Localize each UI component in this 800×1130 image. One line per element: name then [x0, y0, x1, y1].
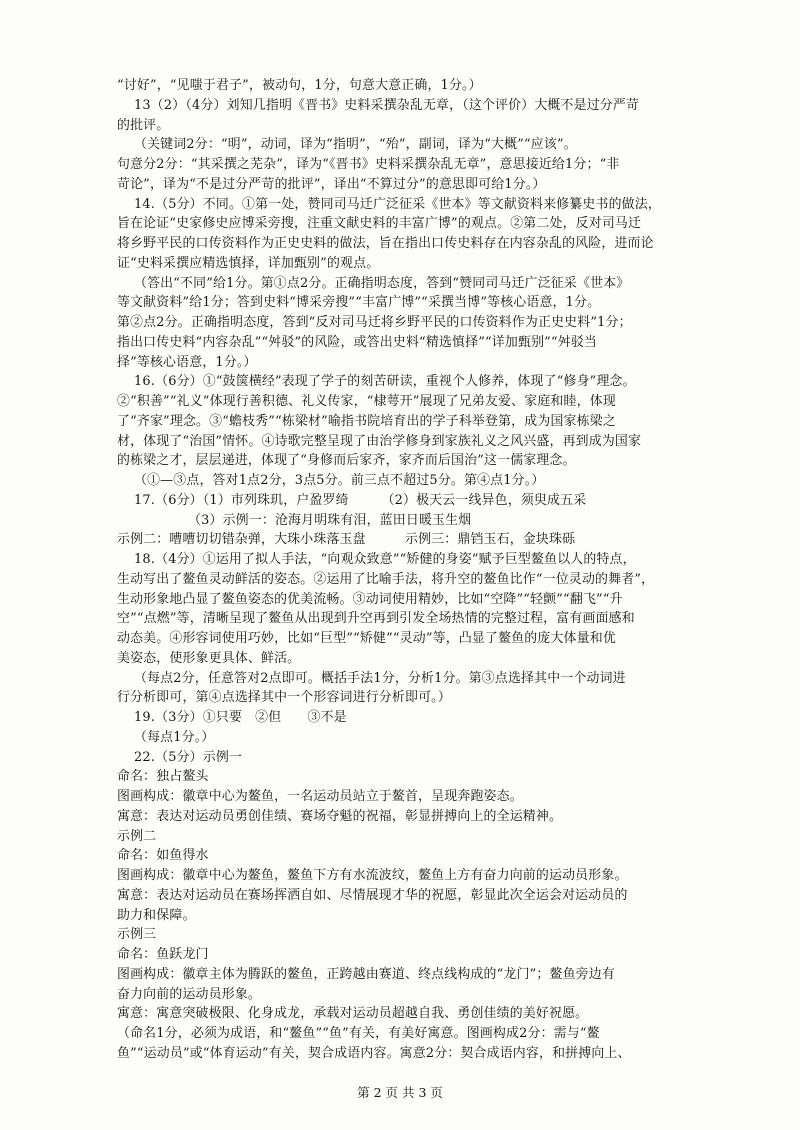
page-number-footer: 第 2 页 共 3 页 [357, 1085, 443, 1100]
text-line: 示例二 [117, 829, 157, 844]
text-line: “讨好”，“见嗤于君子”，被动句，1分，句意大意正确，1分。） [117, 78, 482, 93]
text-line: （①—③点，答对1点2分，3点5分。前三点不超过5分。第④点1分。） [134, 473, 545, 488]
text-line: 了“齐家”理念。③“蟾枝秀”“栋梁材”喻指书院培育出的学子科举登第，成为国家栋梁之 [117, 414, 616, 429]
text-line: 助力和保障。 [117, 908, 196, 923]
text-line: 示例二：嘈嘈切切错杂弹，大珠小珠落玉盘 示例三：鼎铛玉石，金块珠砾 [117, 532, 576, 547]
text-line: 16.（6分）①“鼓箧横经”表现了学子的刻苦研读，重视个人修养，体现了“修身”理念。 [134, 374, 636, 389]
text-line: 寓意：表达对运动员勇创佳绩、赛场夺魁的祝福，彰显拼搏向上的全运精神。 [117, 809, 563, 824]
text-line: 14.（5分）不同。①第一处，赞同司马迁广泛征采《世本》等文献资料来修纂史书的做法， [134, 197, 661, 212]
text-line: 动态美。④形容词使用巧妙，比如“巨型”“矫健”“灵动”等，凸显了鳌鱼的庞大体量和优 [117, 631, 616, 646]
text-line: （3）示例一：沧海月明珠有泪，蓝田日暖玉生烟 [188, 513, 472, 528]
text-line: 生动形象地凸显了鳌鱼姿态的优美流畅。③动词使用精妙，比如“空降”“轻颤”“翻飞”“升 [117, 592, 623, 607]
text-line: （关键词2分：“明”，动词，译为“指明”，“殆”，副词，译为“大概”“应该”。 [134, 137, 577, 152]
text-line: 奋力向前的运动员形象。 [117, 987, 261, 1002]
text-line: 空”“点燃”等，清晰呈现了鳌鱼从出现到升空再到引发全场热情的完整过程，富有画面感和 [117, 611, 635, 626]
text-line: 鱼”“运动员”或“体育运动”有关，契合成语内容。寓意2分：契合成语内容，和拼搏向上、 [117, 1046, 631, 1061]
text-line: 择”等核心语意，1分。） [117, 355, 257, 370]
text-line: 19.（3分）①只要 ②但 ③不是 [134, 710, 347, 725]
text-line: 图画构成：徽章中心为鳌鱼，鳌鱼下方有水流波纹，鳌鱼上方有奋力向前的运动员形象。 [117, 868, 628, 883]
text-line: 等文献资料”给1分；答到史料“博采旁搜”“丰富广博”“采撰当博”等核心语意，1分。 [117, 295, 601, 310]
text-line: （每点1分。） [134, 730, 215, 745]
text-line: 行分析即可，第④点选择其中一个形容词进行分析即可。） [117, 690, 451, 705]
text-line: 图画构成：徽章主体为腾跃的鳌鱼，正跨越由赛道、终点线构成的“龙门”；鳌鱼旁边有 [117, 967, 615, 982]
text-line: （每点2分，任意答对2点即可。概括手法1分，分析1分。第③点选择其中一个动词进 [134, 671, 626, 686]
text-line: 寓意：寓意突破极限、化身成龙，承载对运动员超越自我、勇创佳绩的美好祝愿。 [117, 1006, 589, 1021]
text-line: 示例三 [117, 927, 157, 942]
text-line: 句意分2分：“其采撰之芜杂”，译为“《晋书》史料采撰杂乱无章”，意思接近给1分；“非 [117, 157, 620, 172]
text-line: 22.（5分）示例一 [134, 750, 243, 765]
text-line: 美姿态，使形象更具体、鲜活。 [117, 651, 301, 666]
text-line: 命名：独占鳌头 [117, 769, 209, 784]
text-line: 17.（6分）（1）市列珠玑，户盈罗绮 （2）极天云一线异色，须臾成五采 [134, 493, 587, 508]
text-line: 18.（4分）①运用了拟人手法，“向观众致意”“矫健的身姿”赋予巨型鳌鱼以人的特点， [134, 552, 636, 567]
text-line: （答出“不同”给1分。第①点2分。正确指明态度，答到“赞同司马迁广泛征采《世本》 [134, 276, 630, 291]
text-line: 生动写出了鳌鱼灵动鲜活的姿态。②运用了比喻手法，将升空的鳌鱼比作“一位灵动的舞者”， [117, 572, 655, 587]
text-line: 命名：鱼跃龙门 [117, 947, 209, 962]
text-line: 材，体现了“治国”情怀。④诗歌完整呈现了由治学修身到家族礼义之风兴盛，再到成为国家 [117, 434, 642, 449]
text-line: 苛论”，译为“不是过分严苛的批评”，译出“不算过分”的意思即可给1分。） [117, 177, 546, 192]
text-line: ②“积善”“礼义”体现行善积德、礼义传家，“棣萼开”展现了兄弟友爱、家庭和睦，体现 [117, 394, 616, 409]
text-line: 命名：如鱼得水 [117, 848, 209, 863]
text-line: 旨在论证“史家修史应博采旁搜，注重文献史料的丰富广博”的观点。②第二处，反对司马迁 [117, 216, 642, 231]
text-line: （命名1分，必须为成语，和“鳌鱼”“鱼”有关，有美好寓意。图画构成2分：需与“鳌 [117, 1026, 600, 1041]
text-line: 寓意：表达对运动员在赛场挥洒自如、尽情展现才华的祝愿，彰显此次全运会对运动员的 [117, 888, 628, 903]
text-line: 将乡野平民的口传资料作为正史史料的做法，旨在指出口传史料存在内容杂乱的风险，进而论 [117, 236, 654, 251]
text-line: 的栋梁之才，层层递进，体现了“身修而后家齐，家齐而后国治”这一儒家理念。 [117, 453, 576, 468]
text-line: 13（2）（4分）刘知几指明《晋书》史料采撰杂乱无章，（这个评价）大概不是过分严苛 [134, 98, 640, 113]
text-line: 图画构成：徽章中心为鳌鱼，一名运动员站立于鳌首，呈现奔跑姿态。 [117, 789, 523, 804]
text-line: 的批评。 [117, 118, 170, 133]
text-line: 证“史料采撰应精选慎择，详加甄别”的观点。 [117, 256, 380, 271]
text-line: 指出口传史料“内容杂乱”“舛驳”的风险，或答出史料“精选慎择”“详加甄别”“舛驳当 [117, 335, 598, 350]
text-line: 第②点2分。正确指明态度，答到“反对司马迁将乡野平民的口传资料作为正史史料”1分； [117, 315, 632, 330]
